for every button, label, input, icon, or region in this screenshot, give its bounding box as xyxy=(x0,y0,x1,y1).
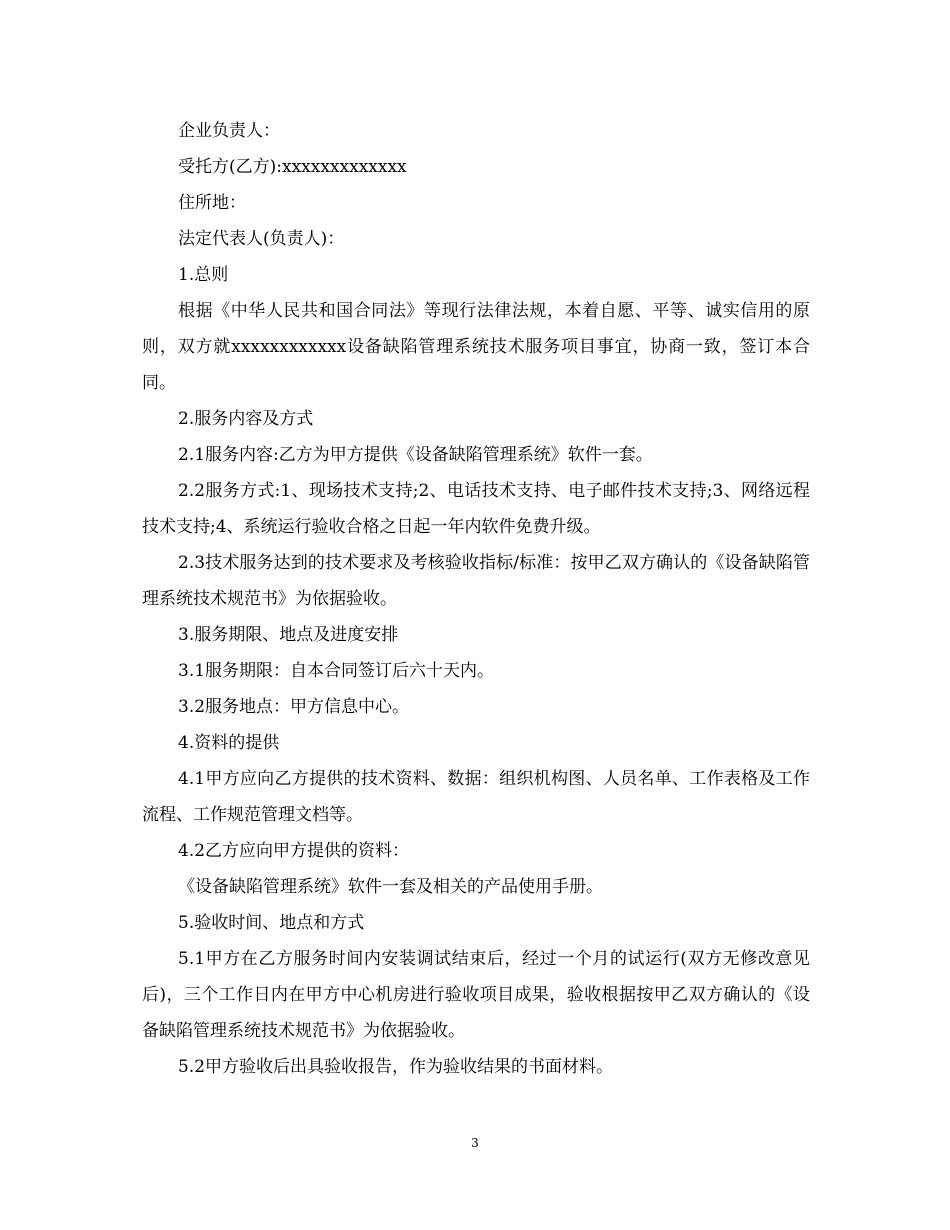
paragraph-enterprise-head: 企业负责人： xyxy=(178,121,280,141)
paragraph-5-2: 5.2甲方验收后出具验收报告，作为验收结果的书面材料。 xyxy=(178,1057,614,1077)
paragraph-4-2-detail: 《设备缺陷管理系统》软件一套及相关的产品使用手册。 xyxy=(178,877,603,897)
paragraph-3-2: 3.2服务地点：甲方信息中心。 xyxy=(178,697,410,717)
page-number: 3 xyxy=(471,1136,479,1150)
paragraph-trustee: 受托方(乙方):xxxxxxxxxxxxx xyxy=(178,157,407,177)
paragraph-4-1: 4.1甲方应向乙方提供的技术资料、数据：组织机构图、人员名单、工作表格及工作流程、工作规范管理文档等。 xyxy=(142,769,810,825)
section-heading-acceptance: 5.验收时间、地点和方式 xyxy=(178,913,365,933)
paragraph-2-3: 2.3技术服务达到的技术要求及考核验收指标/标准：按甲乙双方确认的《设备缺陷管理系统技术规范书》为依据验收。 xyxy=(142,553,810,609)
section-heading-schedule: 3.服务期限、地点及进度安排 xyxy=(178,625,399,645)
paragraph-address: 住所地： xyxy=(178,193,246,213)
document-body xyxy=(142,113,810,1085)
paragraph-2-1: 2.1服务内容:乙方为甲方提供《设备缺陷管理系统》软件一套。 xyxy=(178,445,653,465)
paragraph-2-2: 2.2服务方式:1、现场技术支持;2、电话技术支持、电子邮件技术支持;3、网络远程技术支持;4、系统运行验收合格之日起一年内软件免费升级。 xyxy=(142,481,810,537)
section-heading-materials: 4.资料的提供 xyxy=(178,733,280,753)
paragraph-4-2: 4.2乙方应向甲方提供的资料： xyxy=(178,841,410,861)
paragraph-3-1: 3.1服务期限：自本合同签订后六十天内。 xyxy=(178,661,495,681)
section-heading-service: 2.服务内容及方式 xyxy=(178,409,314,429)
paragraph-legal-rep: 法定代表人(负责人)： xyxy=(178,229,345,249)
paragraph-general: 根据《中华人民共和国合同法》等现行法律法规，本着自愿、平等、诚实信用的原则，双方就xxxxxxxxxxxx设备缺陷管理系统技术服务项目事宜，协商一致，签订本合同。 xyxy=(142,301,810,393)
paragraph-5-1: 5.1甲方在乙方服务时间内安装调试结束后，经过一个月的试运行(双方无修改意见后)，三个工作日内在甲方中心机房进行验收项目成果，验收根据按甲乙双方确认的《设备缺陷管理系统技术规范书》为依据验收。 xyxy=(142,949,810,1041)
section-heading-general: 1.总则 xyxy=(178,265,229,285)
